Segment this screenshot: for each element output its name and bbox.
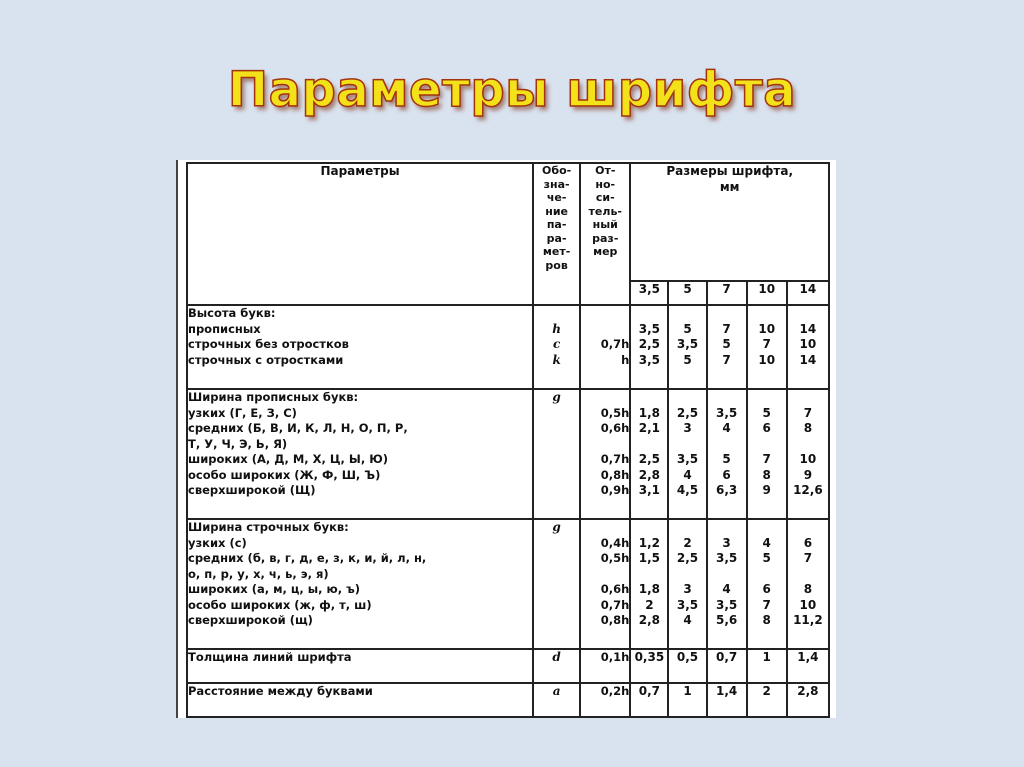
- param-value: [748, 437, 786, 453]
- header-designation-line: па-: [546, 218, 567, 231]
- header-relative-size: [580, 163, 630, 305]
- param-label: широких (а, м, ц, ы, ю, ъ): [188, 582, 360, 596]
- header-designation-line: че-: [546, 191, 567, 204]
- param-value: 4,5: [676, 483, 699, 497]
- param-value: 2: [645, 597, 654, 612]
- header-size-value: 14: [787, 281, 829, 305]
- header-size-value: 10: [747, 281, 787, 305]
- header-relative-line: От-: [595, 164, 616, 177]
- param-label: Ширина прописных букв:: [188, 390, 359, 404]
- param-value: 7: [722, 352, 731, 367]
- param-symbol: [534, 598, 579, 614]
- param-value: 10: [799, 337, 817, 351]
- param-relative-size: 0,7h: [600, 337, 630, 351]
- group-values-cell: [630, 519, 668, 649]
- param-value: 10: [799, 597, 817, 612]
- parameter-group-row: [187, 305, 829, 389]
- group-symbol-cell: [533, 305, 580, 389]
- group-relative-cell: [580, 519, 630, 649]
- param-relative-size: [581, 322, 629, 338]
- group-params-cell: [187, 519, 533, 649]
- single-param-value: 1: [668, 683, 706, 717]
- single-param-value: 0,5: [668, 649, 706, 683]
- param-value: 1,8: [638, 405, 661, 420]
- param-value: 12,6: [793, 483, 823, 497]
- param-value: 4: [722, 421, 731, 435]
- param-value: 2,5: [638, 452, 661, 466]
- param-label: узких (Г, Е, З, С): [188, 405, 297, 420]
- param-relative-size: 0,7h: [600, 597, 630, 612]
- single-param-row: [187, 649, 829, 683]
- param-label: прописных: [188, 321, 261, 336]
- param-value: [631, 306, 667, 322]
- param-value: 5,6: [715, 613, 738, 627]
- param-value: 10: [758, 352, 776, 367]
- param-symbol: [534, 613, 579, 629]
- param-value: 7: [803, 551, 813, 565]
- param-value: 6: [762, 582, 771, 596]
- param-symbol: [534, 483, 579, 499]
- param-value: [631, 520, 667, 536]
- single-param-value: 2: [747, 683, 787, 717]
- single-param-value: 0,35: [630, 649, 668, 683]
- param-value: [748, 567, 786, 583]
- header-size-value: 5: [668, 281, 706, 305]
- header-sizes-line-1: Размеры шрифта,: [666, 164, 794, 178]
- param-value: 7: [762, 337, 771, 351]
- param-value: 8: [762, 467, 771, 482]
- param-value: 2,8: [638, 467, 661, 482]
- font-parameters-table-image: [176, 160, 836, 718]
- param-relative-size: 0,5h: [600, 551, 630, 565]
- param-value: [788, 306, 828, 322]
- param-value: 3,5: [715, 597, 738, 612]
- group-values-cell: [630, 389, 668, 519]
- param-value: 3,5: [715, 551, 738, 565]
- param-value: [708, 390, 746, 406]
- param-symbol: [534, 437, 579, 453]
- param-label: широких (А, Д, М, Х, Ц, Ы, Ю): [188, 452, 388, 466]
- param-value: 3: [683, 582, 692, 596]
- param-label: Высота букв:: [188, 306, 276, 320]
- header-params: Параметры: [187, 163, 533, 305]
- param-symbol: g: [552, 520, 561, 534]
- single-param-label: Расстояние между буквами: [187, 683, 533, 717]
- parameter-group-row: [187, 389, 829, 519]
- group-params-cell: [187, 305, 533, 389]
- single-param-value: 1,4: [707, 683, 747, 717]
- single-param-value: 0,7: [630, 683, 668, 717]
- param-symbol: [534, 551, 579, 567]
- param-value: 5: [683, 321, 692, 336]
- header-relative-line: тель-: [588, 204, 622, 218]
- param-label: строчных без отростков: [188, 337, 349, 351]
- param-value: 2,5: [676, 405, 699, 420]
- param-value: [669, 437, 705, 453]
- group-values-cell: [630, 305, 668, 389]
- param-relative-size: 0,5h: [600, 405, 630, 420]
- param-value: 3,1: [638, 483, 661, 497]
- param-value: [748, 306, 786, 322]
- param-value: 4: [683, 613, 692, 627]
- param-value: [669, 567, 705, 583]
- param-value: 6,3: [715, 483, 738, 497]
- group-values-cell: [668, 519, 706, 649]
- group-relative-cell: [580, 305, 630, 389]
- param-label: о, п, р, у, х, ч, ь, э, я): [188, 566, 329, 581]
- group-values-cell: [747, 389, 787, 519]
- param-value: 5: [722, 337, 731, 351]
- param-value: 5: [683, 352, 692, 367]
- single-param-value: 2,8: [787, 683, 829, 717]
- param-value: 6: [722, 467, 731, 482]
- param-label: особо широких (ж, ф, т, ш): [188, 597, 372, 612]
- param-value: 6: [762, 421, 771, 435]
- param-value: 7: [722, 321, 731, 336]
- group-symbol-cell: [533, 519, 580, 649]
- param-symbol: [534, 536, 579, 552]
- group-values-cell: [787, 305, 829, 389]
- param-symbol: k: [552, 352, 561, 367]
- header-designation: [533, 163, 580, 305]
- param-value: 2,5: [676, 551, 699, 565]
- param-value: 5: [722, 452, 731, 466]
- header-relative-line: но-: [595, 177, 616, 191]
- single-param-symbol: d: [533, 649, 580, 683]
- param-value: 5: [762, 405, 771, 420]
- header-designation-line: мет-: [542, 245, 571, 258]
- param-relative-size: 0,6h: [600, 421, 630, 435]
- param-value: 2,5: [638, 337, 661, 351]
- header-designation-line: ра-: [546, 231, 567, 245]
- header-relative-line: ный: [592, 218, 618, 231]
- param-value: [788, 437, 828, 453]
- single-param-value: 1: [747, 649, 787, 683]
- param-label: сверхширокой (щ): [188, 613, 313, 627]
- param-value: [631, 390, 667, 406]
- parameter-group-row: [187, 519, 829, 649]
- single-param-relative-size: 0,2h: [580, 683, 630, 717]
- param-value: [788, 520, 828, 536]
- group-symbol-cell: [533, 389, 580, 519]
- header-sizes-line-2: мм: [719, 180, 740, 194]
- param-value: 4: [683, 467, 692, 482]
- group-relative-cell: [580, 389, 630, 519]
- param-relative-size: [581, 437, 629, 453]
- param-value: 10: [799, 452, 817, 466]
- param-value: 14: [799, 321, 817, 336]
- param-value: 4: [722, 582, 731, 596]
- param-value: 3: [722, 535, 731, 550]
- param-value: [748, 390, 786, 406]
- param-relative-size: 0,8h: [600, 467, 630, 482]
- header-size-value: 7: [707, 281, 747, 305]
- param-symbol: g: [552, 390, 561, 404]
- param-value: 7: [803, 405, 813, 420]
- single-param-row: [187, 683, 829, 717]
- group-params-cell: [187, 389, 533, 519]
- param-value: [788, 567, 828, 583]
- param-value: 4: [762, 535, 771, 550]
- param-label: средних (Б, В, И, К, Л, Н, О, П, Р,: [188, 421, 408, 435]
- param-value: 3,5: [638, 321, 661, 336]
- param-value: 9: [803, 467, 813, 482]
- param-symbol: [534, 421, 579, 437]
- param-label: средних (б, в, г, д, е, з, к, и, й, л, н,: [188, 551, 427, 565]
- param-value: 3: [683, 421, 692, 435]
- param-value: 3,5: [676, 452, 699, 466]
- param-label: строчных с отростками: [188, 352, 344, 367]
- param-relative-size: 0,8h: [600, 613, 630, 627]
- param-value: 2,1: [638, 421, 661, 435]
- param-value: 9: [762, 483, 771, 497]
- param-relative-size: [581, 390, 629, 406]
- param-value: [708, 520, 746, 536]
- param-value: 8: [803, 582, 813, 596]
- header-relative-line: си-: [595, 191, 615, 204]
- param-value: 14: [799, 352, 817, 367]
- param-symbol: [534, 567, 579, 583]
- param-symbol: [534, 406, 579, 422]
- param-value: 1,8: [638, 582, 661, 596]
- single-param-relative-size: 0,1h: [580, 649, 630, 683]
- param-value: 3,5: [676, 597, 699, 612]
- param-value: 3,5: [715, 405, 738, 420]
- param-value: [669, 306, 705, 322]
- header-size-value: 3,5: [630, 281, 668, 305]
- param-relative-size: 0,4h: [600, 535, 630, 550]
- group-values-cell: [707, 389, 747, 519]
- param-value: 11,2: [793, 613, 823, 627]
- param-label: Т, У, Ч, Э, Ь, Я): [188, 436, 288, 451]
- header-designation-line: ров: [545, 258, 568, 272]
- param-relative-size: 0,9h: [600, 483, 630, 497]
- single-param-symbol: a: [533, 683, 580, 717]
- table-body: [187, 163, 829, 717]
- group-values-cell: [707, 305, 747, 389]
- param-value: 7: [762, 452, 771, 466]
- param-value: 3,5: [676, 337, 699, 351]
- param-relative-size: h: [621, 352, 630, 367]
- param-label: Ширина строчных букв:: [188, 520, 349, 534]
- param-symbol: [534, 306, 579, 322]
- param-value: 3,5: [638, 352, 661, 367]
- header-designation-line: ние: [545, 204, 568, 218]
- param-symbol: [534, 468, 579, 484]
- param-label: узких (с): [188, 535, 247, 550]
- param-value: [708, 567, 746, 583]
- header-relative-line: раз-: [592, 231, 619, 245]
- single-param-label: Толщина линий шрифта: [187, 649, 533, 683]
- param-value: 8: [803, 421, 813, 435]
- param-relative-size: [581, 567, 629, 583]
- param-value: [788, 390, 828, 406]
- header-designation-line: зна-: [543, 177, 570, 191]
- param-relative-size: [581, 520, 629, 536]
- header-relative-line: мер: [593, 245, 618, 258]
- group-values-cell: [668, 389, 706, 519]
- param-value: [631, 437, 667, 453]
- single-param-value: 1,4: [787, 649, 829, 683]
- param-value: 6: [803, 535, 813, 550]
- slide-title: Параметры шрифта: [227, 62, 797, 118]
- group-values-cell: [707, 519, 747, 649]
- param-symbol: h: [552, 321, 561, 336]
- param-value: 8: [762, 613, 771, 627]
- param-value: 2,8: [638, 613, 661, 627]
- header-row: [187, 163, 829, 281]
- font-parameters-table: [186, 162, 830, 718]
- param-value: [669, 390, 705, 406]
- param-value: [708, 306, 746, 322]
- param-value: [631, 567, 667, 583]
- group-values-cell: [747, 305, 787, 389]
- param-value: 10: [758, 321, 776, 336]
- header-font-sizes: [630, 163, 829, 281]
- param-value: [748, 520, 786, 536]
- single-param-value: 0,7: [707, 649, 747, 683]
- param-value: 5: [762, 551, 771, 565]
- param-relative-size: [581, 306, 629, 322]
- param-symbol: [534, 582, 579, 598]
- param-value: [669, 520, 705, 536]
- group-values-cell: [747, 519, 787, 649]
- param-symbol: [534, 452, 579, 468]
- group-values-cell: [787, 519, 829, 649]
- param-relative-size: 0,6h: [600, 582, 630, 596]
- param-value: 1,5: [638, 551, 661, 565]
- param-value: 7: [762, 597, 771, 612]
- param-label: сверхширокой (Щ): [188, 483, 316, 497]
- header-designation-line: Обо-: [542, 164, 572, 177]
- param-relative-size: 0,7h: [600, 452, 630, 466]
- param-value: 1,2: [638, 535, 661, 550]
- param-symbol: c: [552, 337, 561, 351]
- param-value: 2: [683, 535, 692, 550]
- param-value: [708, 437, 746, 453]
- group-values-cell: [668, 305, 706, 389]
- group-values-cell: [787, 389, 829, 519]
- param-label: особо широких (Ж, Ф, Ш, Ъ): [188, 467, 381, 482]
